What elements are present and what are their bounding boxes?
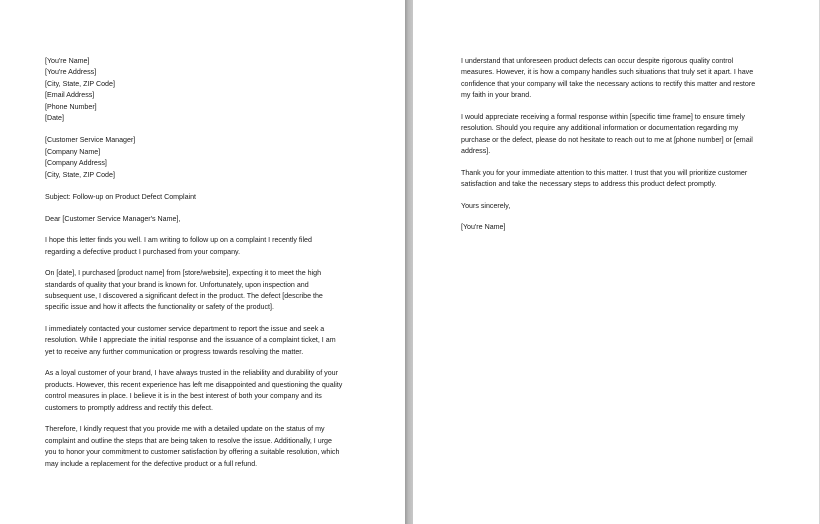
sender-address-block [45,56,375,124]
paragraph-response-request: I would appreciate receiving a formal response within [specific time frame] to ensure timely resolution. Should you require any additional information or documentation regarding my purchase or the defect, please do not hesitate to reach out to me at [phone number] or [email address]. [461,112,753,156]
paragraph-thank-you: Thank you for your immediate attention to this matter. I trust that you will prioritize customer satisfaction and take the necessary steps to address this product defect promptly. [461,168,748,189]
page-gutter-divider [405,0,413,524]
recipient-company-address: [Company Address] [45,159,107,168]
recipient-address-block [45,135,375,181]
recipient-company: [Company Name] [45,147,101,156]
signature-name: [You're Name] [461,223,506,232]
sender-email: [Email Address] [45,91,95,100]
subject-line: Subject: Follow-up on Product Defect Complaint [45,193,197,202]
sender-phone: [Phone Number] [45,102,97,111]
sender-name: [You're Name] [45,57,90,65]
sender-city-state-zip: [City, State, ZIP Code] [45,79,115,88]
paragraph-understanding: I understand that unforeseen product defects can occur despite rigorous quality control measures. However, it is how a company handles such situations that truly set it apart. I have confidence that your company will take the necessary actions to rectify this matter and restore my faith in your brand. [461,57,756,100]
sender-address: [You're Address] [45,68,97,77]
recipient-title: [Customer Service Manager] [45,136,136,145]
paragraph-request: Therefore, I kindly request that you provide me with a detailed update on the status of my complaint and outline the steps that are being taken to resolve the issue. Additionally, I urge you to honor your commitment to customer satisfaction by offering a suitable resolution, which may include a replacement for the defective product or a full refund. [45,425,340,468]
document-page-right [413,0,820,524]
recipient-city-state-zip: [City, State, ZIP Code] [45,170,115,179]
salutation: Dear [Customer Service Manager's Name], [45,214,181,223]
paragraph-intro: I hope this letter finds you well. I am writing to follow up on a complaint I recently filed regarding a defective product I purchased from your company. [45,236,312,256]
closing: Yours sincerely, [461,201,511,210]
paragraph-loyal-customer: As a loyal customer of your brand, I have always trusted in the reliability and durability of your products. However, this recent experience has left me disappointed and questioning the quality control measures in place. I believe it is in the best interest of both your company and its customers to promptly address and rectify this defect. [45,369,343,412]
letter-date: [Date] [45,114,64,123]
letter-body-right [461,56,789,244]
letter-body-left [45,56,375,480]
document-page-left [0,0,405,524]
paragraph-purchase-details: On [date], I purchased [product name] from [store/website], expecting it to meet the high standards of quality that your brand is known for. Unfortunately, upon inspection and subsequent use, I discovered a significant defect in the product. The defect [describe the specific issue and how it affects the functionality or safety of the product]. [45,269,323,312]
paragraph-contact-history: I immediately contacted your customer service department to report the issue and seek a resolution. While I appreciate the initial response and the issuance of a complaint ticket, I am yet to receive any further communication or progress towards resolving the matter. [45,325,336,356]
